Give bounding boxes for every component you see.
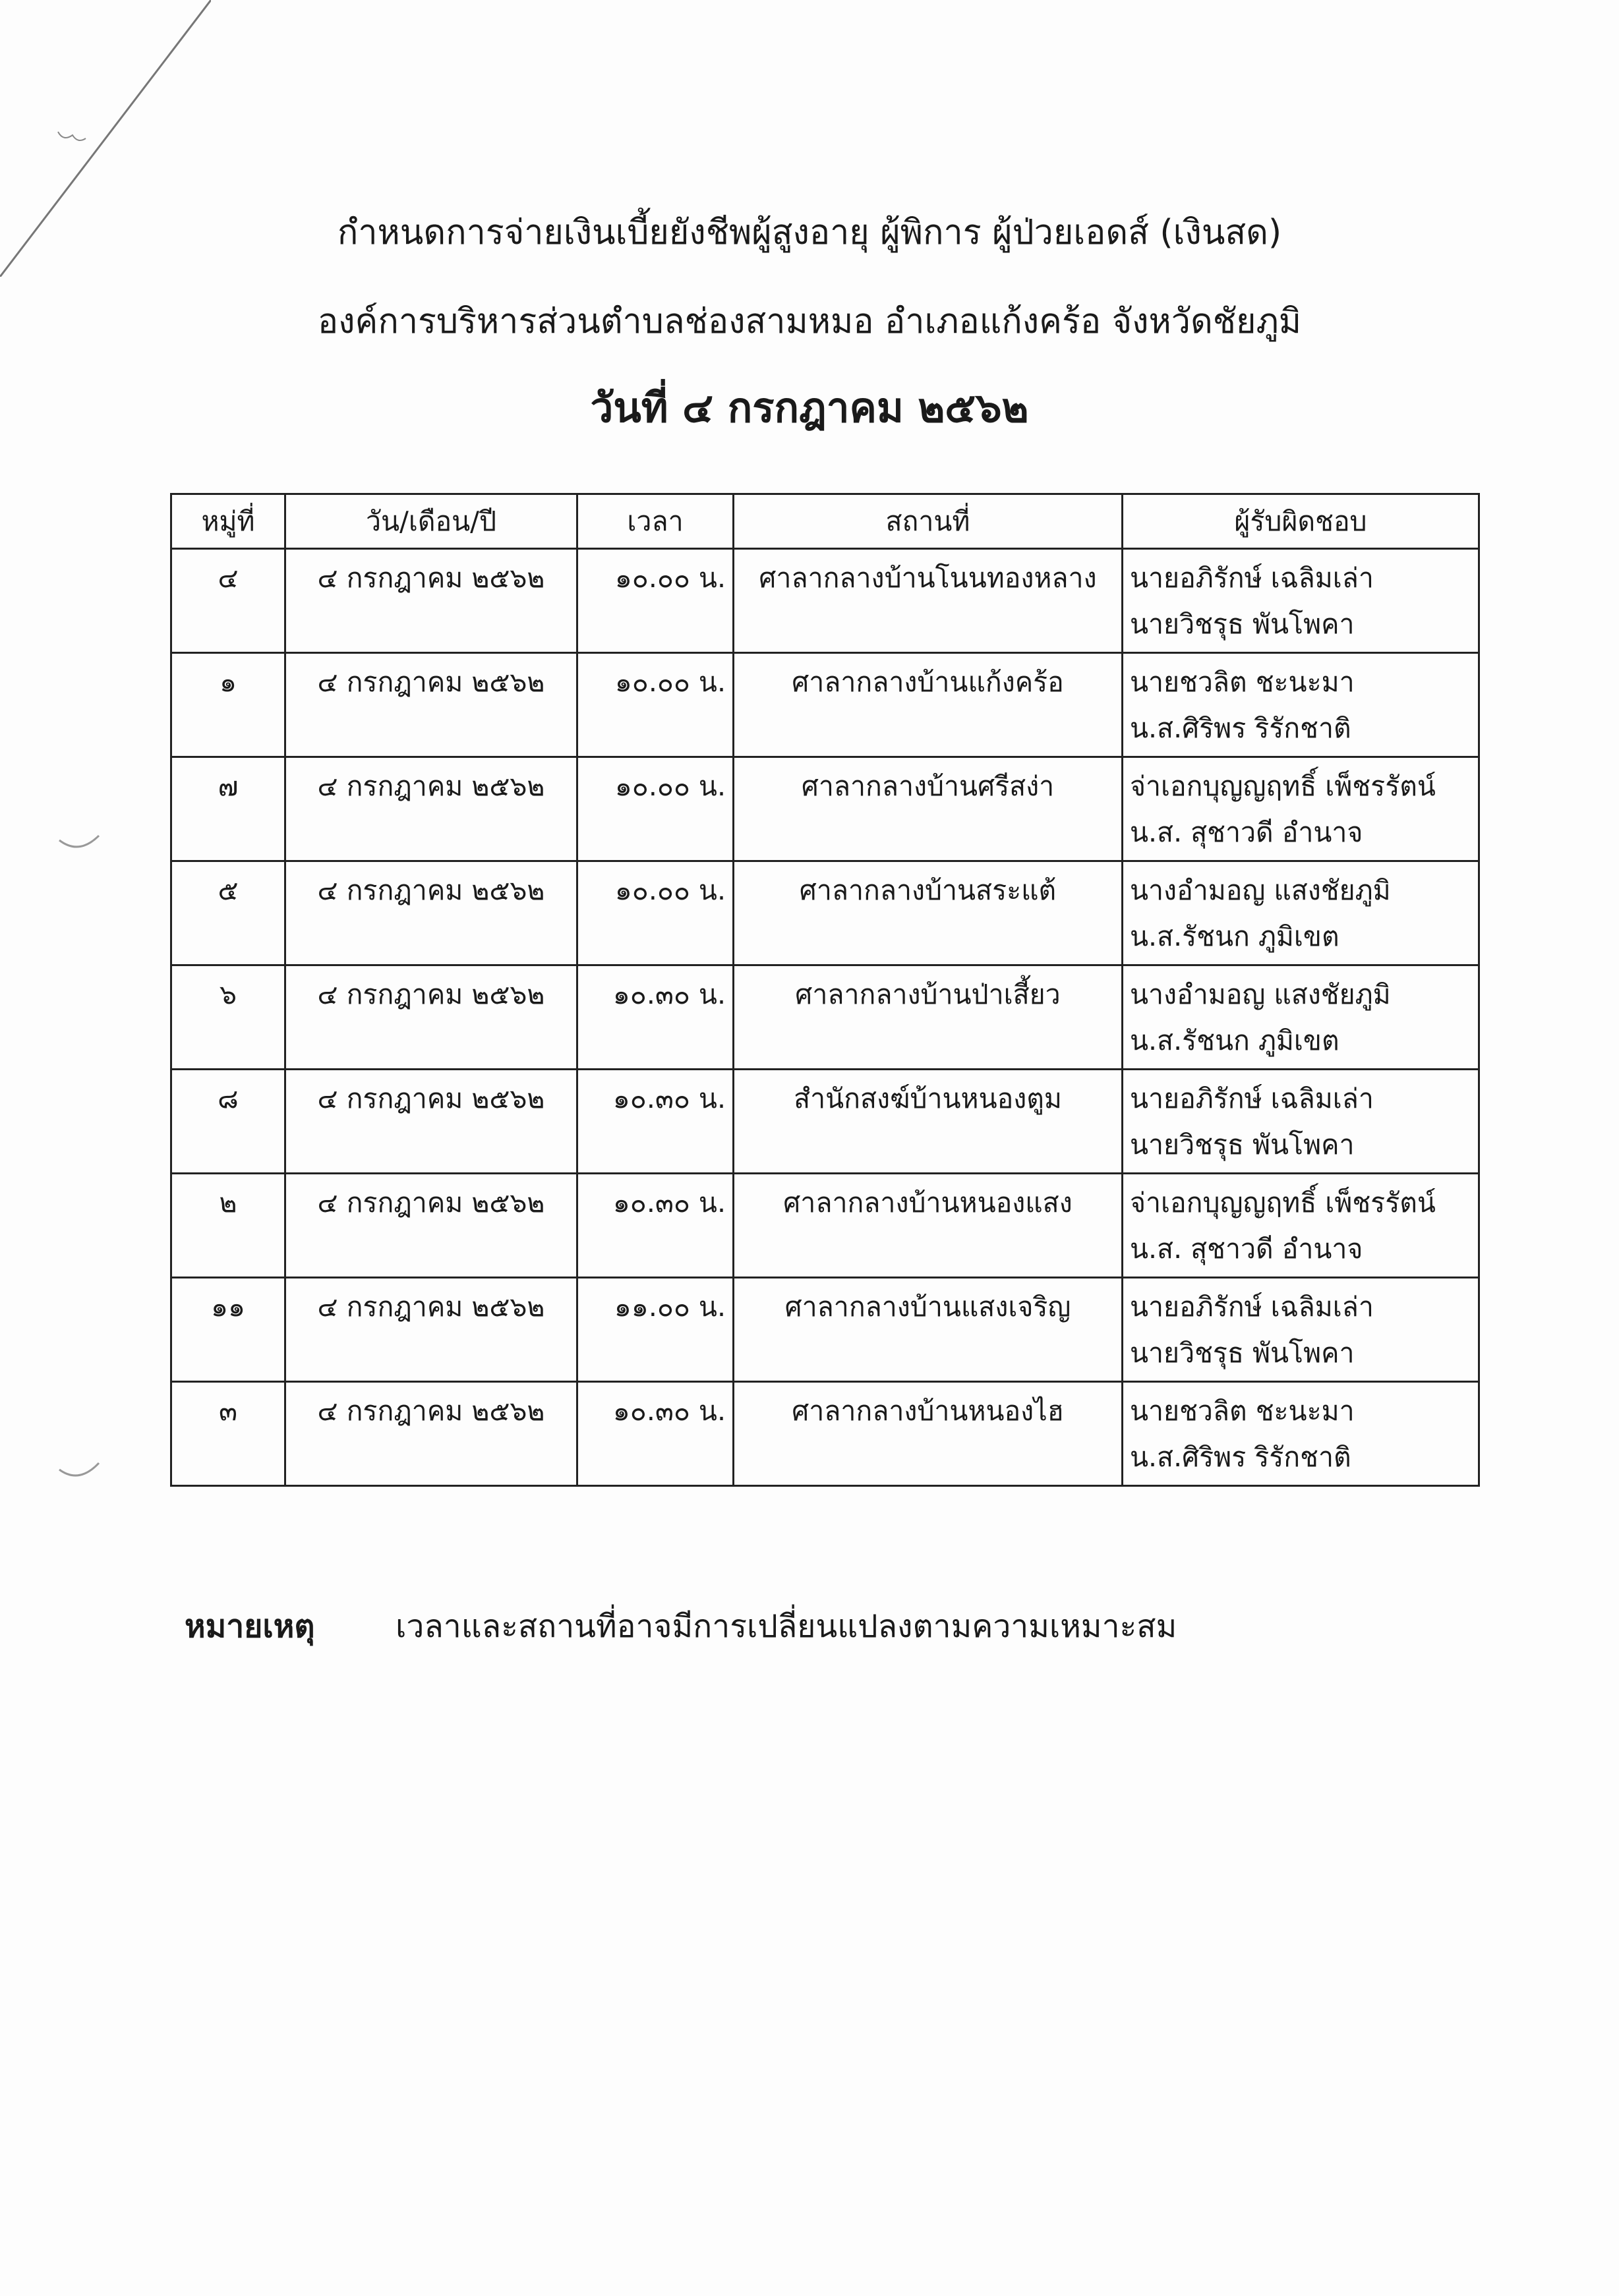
- responsible-person-1: จ่าเอกบุญญฤทธิ์ เพ็ชรรัตน์: [1130, 1187, 1436, 1219]
- cell-place: สำนักสงฆ์บ้านหนองตูม: [734, 1070, 1123, 1174]
- cell-place: ศาลากลางบ้านโนนทองหลาง: [734, 549, 1123, 653]
- responsible-person-1: นายอภิรักษ์ เฉลิมเล่า: [1130, 562, 1374, 594]
- cell-moo: ๖: [171, 965, 285, 1070]
- cell-responsible: [1123, 965, 1479, 1070]
- document-title-date: วันที่ ๔ กรกฎาคม ๒๕๖๒: [590, 384, 1029, 432]
- table-row: [171, 1174, 1479, 1278]
- table-row: [171, 1070, 1479, 1174]
- responsible-person-1: นายชวลิต ชะนะมา: [1130, 1395, 1355, 1427]
- cell-responsible: [1123, 549, 1479, 653]
- table-row: [171, 965, 1479, 1070]
- responsible-person-2: น.ส.ศิริพร ริรักชาติ: [1130, 712, 1351, 744]
- header-responsible: ผู้รับผิดชอบ: [1123, 494, 1479, 549]
- header-date: วัน/เดือน/ปี: [285, 494, 577, 549]
- payment-schedule-table: [170, 493, 1480, 1487]
- cell-date: ๔ กรกฎาคม ๒๕๖๒: [285, 861, 577, 965]
- responsible-person-2: น.ส.ศิริพร ริรักชาติ: [1130, 1441, 1351, 1473]
- cell-responsible: [1123, 1278, 1479, 1382]
- cell-date: ๔ กรกฎาคม ๒๕๖๒: [285, 1382, 577, 1486]
- responsible-person-1: จ่าเอกบุญญฤทธิ์ เพ็ชรรัตน์: [1130, 770, 1436, 802]
- header-time: เวลา: [577, 494, 734, 549]
- footnote: [185, 1601, 1177, 1651]
- cell-moo: ๔: [171, 549, 285, 653]
- cell-responsible: [1123, 1382, 1479, 1486]
- document-title-line1: กำหนดการจ่ายเงินเบี้ยยังชีพผู้สูงอายุ ผู้พิการ ผู้ป่วยเอดส์ (เงินสด): [337, 213, 1282, 252]
- table-row: [171, 653, 1479, 757]
- cell-place: ศาลากลางบ้านป่าเสี้ยว: [734, 965, 1123, 1070]
- responsible-person-1: นายชวลิต ชะนะมา: [1130, 666, 1355, 698]
- cell-moo: ๑: [171, 653, 285, 757]
- table-row: [171, 549, 1479, 653]
- cell-time: ๑๐.๓๐ น.: [577, 1174, 734, 1278]
- responsible-person-2: น.ส. สุชาวดี อำนาจ: [1130, 1233, 1363, 1265]
- cell-moo: ๗: [171, 757, 285, 861]
- punch-hole-mark-lower: [53, 1456, 105, 1489]
- cell-moo: ๕: [171, 861, 285, 965]
- cell-place: ศาลากลางบ้านสระแต้: [734, 861, 1123, 965]
- cell-date: ๔ กรกฎาคม ๒๕๖๒: [285, 1070, 577, 1174]
- responsible-person-2: น.ส.รัชนก ภูมิเขต: [1130, 921, 1339, 952]
- cell-moo: ๒: [171, 1174, 285, 1278]
- table-row: [171, 1382, 1479, 1486]
- punch-hole-mark-upper: [53, 824, 105, 857]
- cell-place: ศาลากลางบ้านศรีสง่า: [734, 757, 1123, 861]
- responsible-person-2: นายวิชรุธ พันโพคา: [1130, 1337, 1355, 1369]
- cell-date: ๔ กรกฎาคม ๒๕๖๒: [285, 1174, 577, 1278]
- responsible-person-1: นายอภิรักษ์ เฉลิมเล่า: [1130, 1291, 1374, 1323]
- responsible-person-1: นายอภิรักษ์ เฉลิมเล่า: [1130, 1083, 1374, 1114]
- cell-moo: ๓: [171, 1382, 285, 1486]
- cell-time: ๑๐.๓๐ น.: [577, 1070, 734, 1174]
- cell-time: ๑๐.๐๐ น.: [577, 757, 734, 861]
- cell-place: ศาลากลางบ้านหนองไฮ: [734, 1382, 1123, 1486]
- header-moo: หมู่ที่: [171, 494, 285, 549]
- responsible-person-1: นางอำมอญ แสงชัยภูมิ: [1130, 875, 1391, 906]
- cell-time: ๑๐.๐๐ น.: [577, 861, 734, 965]
- table-row: [171, 861, 1479, 965]
- cell-moo: ๘: [171, 1070, 285, 1174]
- cell-place: ศาลากลางบ้านแสงเจริญ: [734, 1278, 1123, 1382]
- cell-date: ๔ กรกฎาคม ๒๕๖๒: [285, 1278, 577, 1382]
- cell-responsible: [1123, 653, 1479, 757]
- cell-place: ศาลากลางบ้านแก้งคร้อ: [734, 653, 1123, 757]
- table-row: [171, 757, 1479, 861]
- cell-date: ๔ กรกฎาคม ๒๕๖๒: [285, 757, 577, 861]
- cell-date: ๔ กรกฎาคม ๒๕๖๒: [285, 549, 577, 653]
- cell-responsible: [1123, 1070, 1479, 1174]
- header-place: สถานที่: [734, 494, 1123, 549]
- footnote-text: เวลาและสถานที่อาจมีการเปลี่ยนแปลงตามความเหมาะสม: [396, 1608, 1177, 1645]
- cell-time: ๑๐.๓๐ น.: [577, 965, 734, 1070]
- document-title-line2: องค์การบริหารส่วนตำบลช่องสามหมอ อำเภอแก้งคร้อ จังหวัดชัยภูมิ: [317, 302, 1302, 341]
- responsible-person-2: น.ส. สุชาวดี อำนาจ: [1130, 817, 1363, 848]
- responsible-person-1: นางอำมอญ แสงชัยภูมิ: [1130, 979, 1391, 1010]
- table-header-row: [171, 494, 1479, 549]
- table-row: [171, 1278, 1479, 1382]
- cell-time: ๑๑.๐๐ น.: [577, 1278, 734, 1382]
- cell-responsible: [1123, 861, 1479, 965]
- cell-moo: ๑๑: [171, 1278, 285, 1382]
- cell-responsible: [1123, 757, 1479, 861]
- cell-date: ๔ กรกฎาคม ๒๕๖๒: [285, 653, 577, 757]
- footnote-label: หมายเหตุ: [185, 1608, 315, 1645]
- responsible-person-2: นายวิชรุธ พันโพคา: [1130, 1129, 1355, 1161]
- cell-time: ๑๐.๓๐ น.: [577, 1382, 734, 1486]
- cell-time: ๑๐.๐๐ น.: [577, 549, 734, 653]
- cell-time: ๑๐.๐๐ น.: [577, 653, 734, 757]
- cell-responsible: [1123, 1174, 1479, 1278]
- responsible-person-2: นายวิชรุธ พันโพคา: [1130, 608, 1355, 640]
- responsible-person-2: น.ส.รัชนก ภูมิเขต: [1130, 1025, 1339, 1056]
- cell-place: ศาลากลางบ้านหนองแสง: [734, 1174, 1123, 1278]
- cell-date: ๔ กรกฎาคม ๒๕๖๒: [285, 965, 577, 1070]
